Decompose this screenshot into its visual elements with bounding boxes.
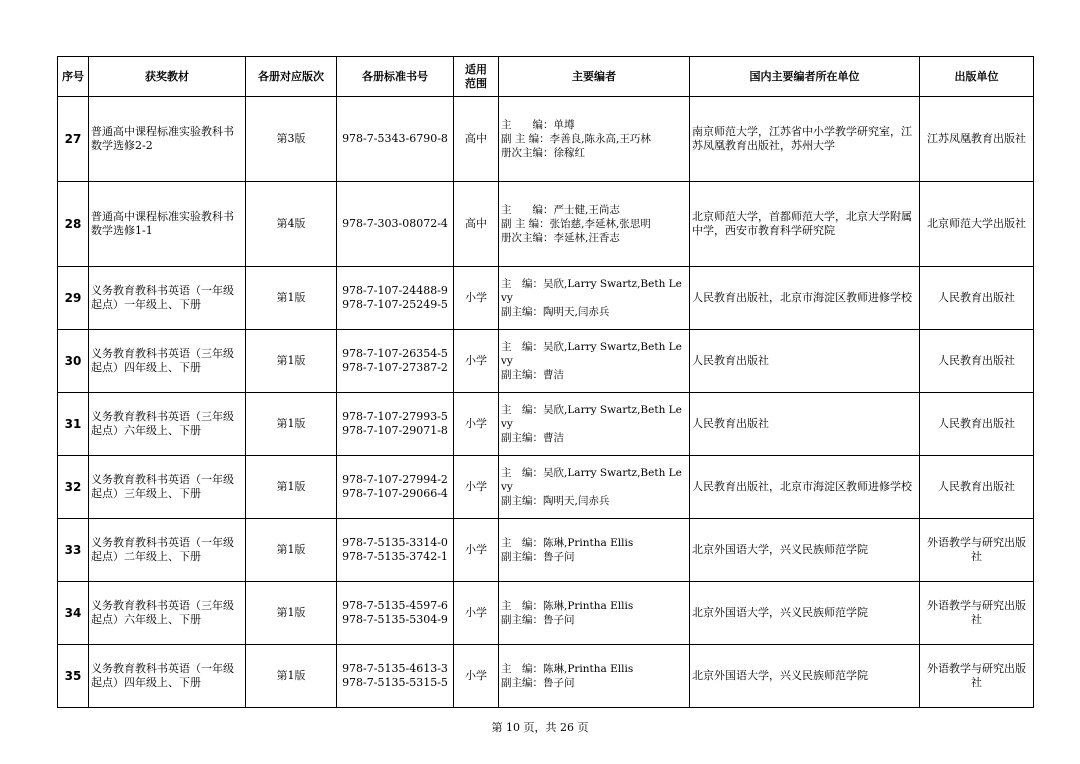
seq-cell: 28 <box>58 182 89 267</box>
header-edition: 各册对应版次 <box>246 57 337 97</box>
publisher-cell: 外语教学与研究出版社 <box>920 519 1034 582</box>
editor-line: 主 编：陈琳,Printha Ellis <box>501 663 634 675</box>
edition-cell: 第1版 <box>246 456 337 519</box>
table-row <box>58 393 1034 456</box>
editors-cell <box>499 97 690 182</box>
header-seq: 序号 <box>58 57 89 97</box>
isbn-value: 978-7-5135-3742-1 <box>342 550 448 563</box>
isbn-value: 978-7-5135-5315-5 <box>342 676 448 689</box>
editor-line: 主 编：陈琳,Printha Ellis <box>501 537 634 549</box>
isbn-value: 978-7-107-24488-9 <box>342 284 448 297</box>
editor-line: 副 主 编：张饴慈,李延林,张思明 <box>501 218 651 230</box>
table-row <box>58 645 1034 708</box>
isbn-value: 978-7-107-29071-8 <box>342 424 448 437</box>
edition-cell: 第1版 <box>246 393 337 456</box>
editor-line: 副主编：鲁子问 <box>501 677 575 689</box>
isbn-value: 978-7-5343-6790-8 <box>342 132 448 145</box>
editors-cell <box>499 645 690 708</box>
editor-line: 副主编：鲁子问 <box>501 614 575 626</box>
header-title: 获奖教材 <box>89 57 246 97</box>
edition-cell: 第1版 <box>246 267 337 330</box>
editor-line: 副主编：曹洁 <box>501 432 564 444</box>
isbn-value: 978-7-107-29066-4 <box>342 487 448 500</box>
scope-cell: 小学 <box>454 330 499 393</box>
seq-cell: 33 <box>58 519 89 582</box>
units-cell: 南京师范大学，江苏省中小学教学研究室，江苏凤凰教育出版社，苏州大学 <box>690 97 920 182</box>
scope-cell: 高中 <box>454 97 499 182</box>
publisher-cell: 外语教学与研究出版社 <box>920 645 1034 708</box>
scope-cell: 小学 <box>454 582 499 645</box>
scope-cell: 小学 <box>454 456 499 519</box>
header-isbn: 各册标准书号 <box>337 57 454 97</box>
header-units: 国内主要编者所在单位 <box>690 57 920 97</box>
scope-cell: 小学 <box>454 519 499 582</box>
title-cell: 义务教育教科书英语（三年级起点）六年级上、下册 <box>89 393 246 456</box>
edition-cell: 第1版 <box>246 330 337 393</box>
isbn-value: 978-7-5135-5304-9 <box>342 613 448 626</box>
seq-cell: 30 <box>58 330 89 393</box>
title-cell: 义务教育教科书英语（三年级起点）六年级上、下册 <box>89 582 246 645</box>
isbn-cell <box>337 393 454 456</box>
publisher-cell: 人民教育出版社 <box>920 393 1034 456</box>
editor-line: 主 编：陈琳,Printha Ellis <box>501 600 634 612</box>
title-cell: 普通高中课程标准实验教科书数学选修1-1 <box>89 182 246 267</box>
title-cell: 普通高中课程标准实验教科书数学选修2-2 <box>89 97 246 182</box>
seq-cell: 29 <box>58 267 89 330</box>
awards-table <box>57 56 1034 708</box>
editors-cell <box>499 330 690 393</box>
table-row <box>58 182 1034 267</box>
editors-cell <box>499 582 690 645</box>
header-editors: 主要编者 <box>499 57 690 97</box>
table-row <box>58 582 1034 645</box>
units-cell: 人民教育出版社，北京市海淀区教师进修学校 <box>690 267 920 330</box>
isbn-cell <box>337 519 454 582</box>
publisher-cell: 人民教育出版社 <box>920 267 1034 330</box>
isbn-cell <box>337 330 454 393</box>
editors-cell <box>499 393 690 456</box>
edition-cell: 第4版 <box>246 182 337 267</box>
editor-line: 主 编：吴欣,Larry Swartz,Beth Levy <box>501 341 682 367</box>
table-row <box>58 97 1034 182</box>
publisher-cell: 外语教学与研究出版社 <box>920 582 1034 645</box>
editor-line: 主 编：吴欣,Larry Swartz,Beth Levy <box>501 278 682 304</box>
editor-line: 主 编：单墫 <box>501 119 575 131</box>
isbn-value: 978-7-107-27993-5 <box>342 410 448 423</box>
editor-line: 主 编：吴欣,Larry Swartz,Beth Levy <box>501 404 682 430</box>
editor-line: 副 主 编：李善良,陈永高,王巧林 <box>501 133 651 145</box>
editor-line: 副主编：曹洁 <box>501 369 564 381</box>
editors-cell <box>499 182 690 267</box>
isbn-cell <box>337 645 454 708</box>
publisher-cell: 北京师范大学出版社 <box>920 182 1034 267</box>
isbn-value: 978-7-107-27387-2 <box>342 361 448 374</box>
isbn-cell <box>337 97 454 182</box>
scope-cell: 小学 <box>454 393 499 456</box>
editor-line: 副主编：陶明天,闫赤兵 <box>501 495 610 507</box>
units-cell: 北京师范大学，首都师范大学，北京大学附属中学，西安市教育科学研究院 <box>690 182 920 267</box>
units-cell: 北京外国语大学，兴义民族师范学院 <box>690 519 920 582</box>
units-cell: 北京外国语大学，兴义民族师范学院 <box>690 645 920 708</box>
units-cell: 北京外国语大学，兴义民族师范学院 <box>690 582 920 645</box>
editors-cell <box>499 267 690 330</box>
editors-cell <box>499 456 690 519</box>
title-cell: 义务教育教科书英语（一年级起点）四年级上、下册 <box>89 645 246 708</box>
isbn-value: 978-7-107-27994-2 <box>342 473 448 486</box>
editor-line: 副主编：陶明天,闫赤兵 <box>501 306 610 318</box>
isbn-value: 978-7-5135-4613-3 <box>342 662 448 675</box>
isbn-cell <box>337 267 454 330</box>
units-cell: 人民教育出版社，北京市海淀区教师进修学校 <box>690 456 920 519</box>
isbn-value: 978-7-107-25249-5 <box>342 298 448 311</box>
scope-cell: 小学 <box>454 645 499 708</box>
isbn-cell <box>337 182 454 267</box>
editor-line: 册次主编：徐稼红 <box>501 147 585 159</box>
edition-cell: 第1版 <box>246 645 337 708</box>
isbn-cell <box>337 456 454 519</box>
publisher-cell: 人民教育出版社 <box>920 330 1034 393</box>
edition-cell: 第3版 <box>246 97 337 182</box>
scope-cell: 高中 <box>454 182 499 267</box>
units-cell: 人民教育出版社 <box>690 330 920 393</box>
isbn-value: 978-7-303-08072-4 <box>342 217 448 230</box>
publisher-cell: 江苏凤凰教育出版社 <box>920 97 1034 182</box>
isbn-value: 978-7-107-26354-5 <box>342 347 448 360</box>
title-cell: 义务教育教科书英语（一年级起点）二年级上、下册 <box>89 519 246 582</box>
header-scope <box>454 57 499 97</box>
edition-cell: 第1版 <box>246 519 337 582</box>
edition-cell: 第1版 <box>246 582 337 645</box>
title-cell: 义务教育教科书英语（三年级起点）四年级上、下册 <box>89 330 246 393</box>
header-row <box>58 57 1034 97</box>
seq-cell: 34 <box>58 582 89 645</box>
editor-line: 册次主编：李延林,汪香志 <box>501 232 620 244</box>
seq-cell: 31 <box>58 393 89 456</box>
header-scope-label: 适用范围 <box>465 62 487 90</box>
editor-line: 主 编：严士健,王尚志 <box>501 204 620 216</box>
table-row <box>58 267 1034 330</box>
seq-cell: 32 <box>58 456 89 519</box>
units-cell: 人民教育出版社 <box>690 393 920 456</box>
editor-line: 主 编：吴欣,Larry Swartz,Beth Levy <box>501 467 682 493</box>
title-cell: 义务教育教科书英语（一年级起点）一年级上、下册 <box>89 267 246 330</box>
table-row <box>58 519 1034 582</box>
publisher-cell: 人民教育出版社 <box>920 456 1034 519</box>
table-row <box>58 456 1034 519</box>
isbn-value: 978-7-5135-3314-0 <box>342 536 448 549</box>
scope-cell: 小学 <box>454 267 499 330</box>
page-footer: 第 10 页，共 26 页 <box>491 721 589 734</box>
editors-cell <box>499 519 690 582</box>
title-cell: 义务教育教科书英语（一年级起点）三年级上、下册 <box>89 456 246 519</box>
header-publisher: 出版单位 <box>920 57 1034 97</box>
seq-cell: 35 <box>58 645 89 708</box>
table-row <box>58 330 1034 393</box>
isbn-cell <box>337 582 454 645</box>
seq-cell: 27 <box>58 97 89 182</box>
editor-line: 副主编：鲁子问 <box>501 551 575 563</box>
isbn-value: 978-7-5135-4597-6 <box>342 599 448 612</box>
